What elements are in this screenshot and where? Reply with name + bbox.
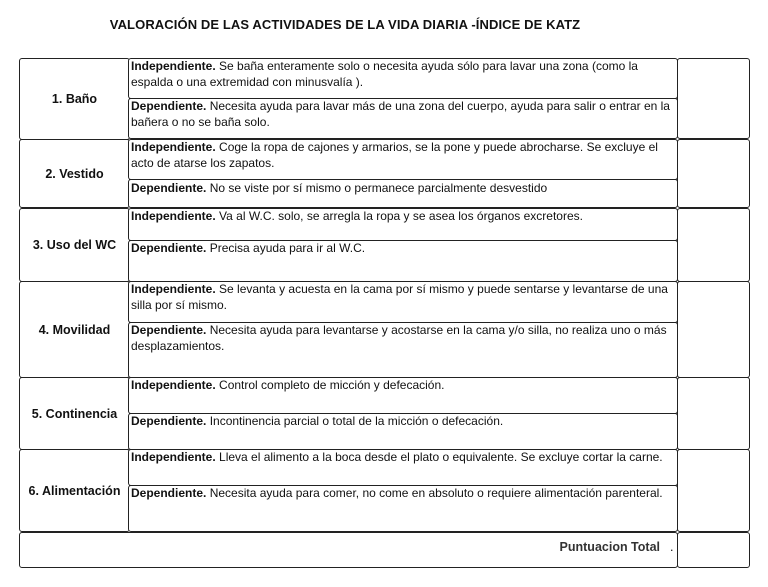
score-cell[interactable] [677, 208, 750, 282]
category-label: 6. Alimentación [28, 483, 121, 498]
score-cell[interactable] [677, 58, 750, 139]
dependent-description: Dependiente. Incontinencia parcial o total de la micción o defecación. [131, 414, 504, 428]
total-score-cell[interactable] [677, 532, 750, 568]
total-dot: . [670, 540, 674, 554]
dependent-description: Dependiente. No se viste por sí mismo o permanece parcialmente desvestido [131, 181, 548, 195]
page-title: VALORACIÓN DE LAS ACTIVIDADES DE LA VIDA DIARIA -ÍNDICE DE KATZ [109, 17, 581, 32]
score-cell[interactable] [677, 377, 750, 450]
independent-description: Independiente. Se baña enteramente solo o necesita ayuda sólo para lavar una zona (como la espalda o una extremidad con minusvalía ). [131, 59, 638, 89]
independent-description: Independiente. Control completo de micción y defecación. [131, 378, 445, 392]
category-label: 1. Baño [51, 92, 98, 106]
dependent-description: Dependiente. Precisa ayuda para ir al W.C. [131, 241, 366, 255]
dependent-description: Dependiente. Necesita ayuda para comer, no come en absoluto o requiere alimentación parenteral. [131, 486, 663, 500]
total-label: Puntuacion Total [559, 540, 660, 554]
dependent-description: Dependiente. Necesita ayuda para levantarse y acostarse en la cama y/o silla, no realiza uno o más desplazamientos. [131, 323, 667, 353]
category-label: 4. Movilidad [38, 322, 111, 337]
category-label: 3. Uso del WC [32, 238, 117, 252]
independent-description: Independiente. Va al W.C. solo, se arregla la ropa y se asea los órganos excretores. [131, 209, 583, 223]
independent-description: Independiente. Lleva el alimento a la boca desde el plato o equivalente. Se excluye cortar la carne. [131, 450, 663, 464]
category-label: 2. Vestido [45, 166, 104, 181]
dependent-description: Dependiente. Necesita ayuda para lavar más de una zona del cuerpo, ayuda para salir o entrar en la bañera o no se baña solo. [131, 99, 670, 129]
independent-description: Independiente. Se levanta y acuesta en la cama por sí mismo y puede sentarse y levantarse de una silla por sí mismo. [131, 282, 668, 312]
category-label: 5. Continencia [31, 406, 118, 421]
score-cell[interactable] [677, 449, 750, 532]
score-cell[interactable] [677, 139, 750, 208]
score-cell[interactable] [677, 281, 750, 378]
independent-description: Independiente. Coge la ropa de cajones y armarios, se la pone y puede abrocharse. Se excluye el acto de atarse los zapatos. [131, 140, 658, 170]
